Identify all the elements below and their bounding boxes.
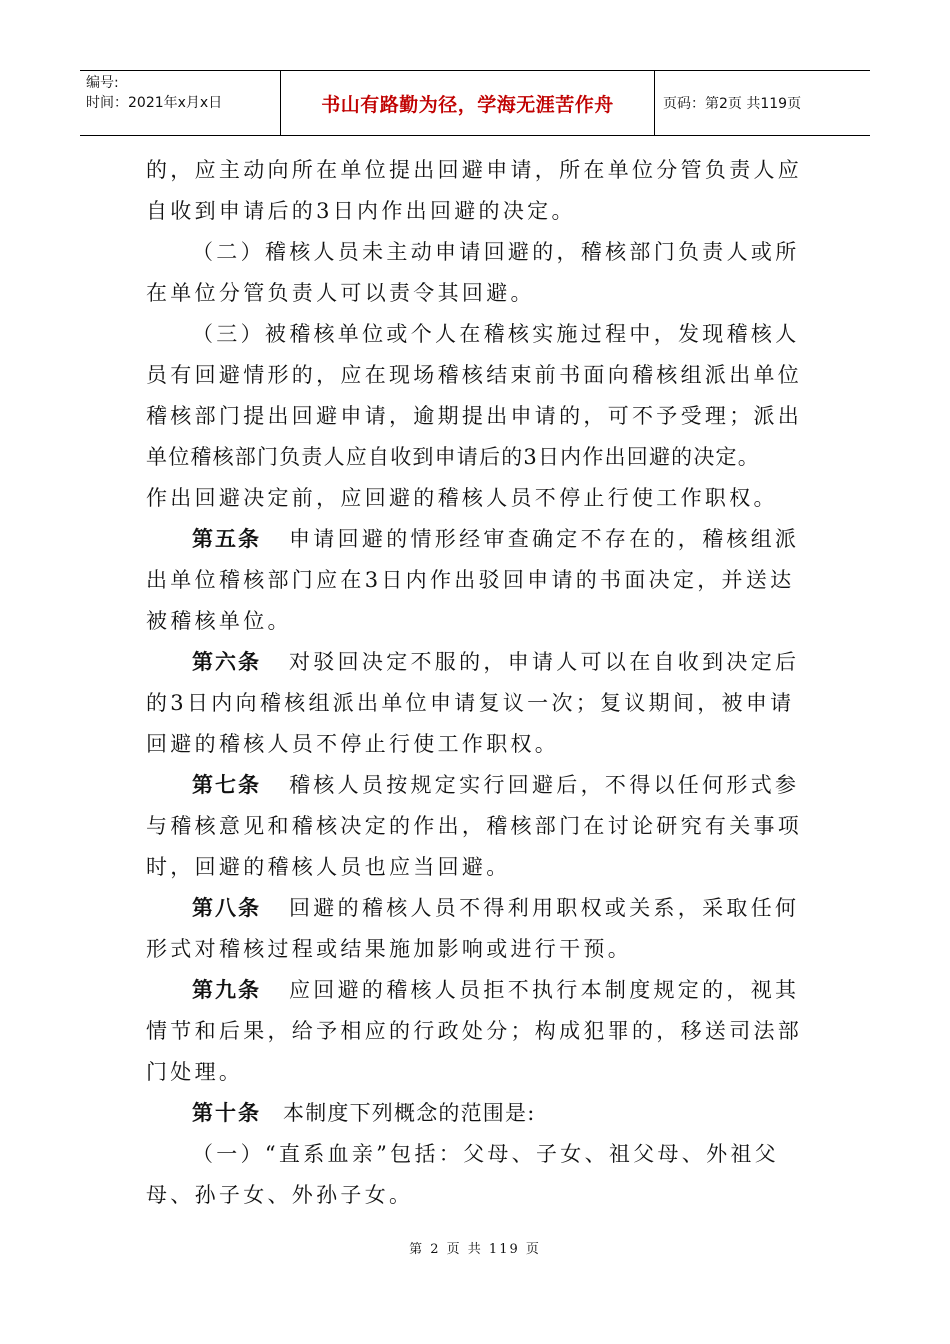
page-footer: 第 2 页 共 119 页 [409, 1242, 541, 1257]
text-line: 门处理。 [146, 1060, 244, 1084]
article-title: 第九条 [192, 978, 261, 1002]
article-5 [146, 519, 810, 560]
text-line: 员有回避情形的，应在现场稽核结束前书面向稽核组派出单位 [146, 363, 803, 387]
document-date: 时间：2021年x月x日 [86, 95, 223, 111]
article-6 [146, 642, 810, 683]
text-line: 形式对稽核过程或结果施加影响或进行干预。 [146, 937, 632, 961]
header-motto-cell [281, 71, 655, 135]
article-8 [146, 888, 810, 929]
header-meta [80, 71, 281, 135]
text-line: 作出回避决定前，应回避的稽核人员不停止行使工作职权。 [146, 486, 778, 510]
article-text: 应回避的稽核人员拒不执行本制度规定的，视其 [289, 978, 800, 1002]
article-10 [146, 1093, 810, 1134]
article-title: 第十条 [192, 1101, 261, 1125]
text-line: 在单位分管负责人可以责令其回避。 [146, 281, 535, 305]
article-text: 本制度下列概念的范围是: [283, 1101, 536, 1125]
text-line: 自收到申请后的3日内作出回避的决定。 [146, 199, 576, 223]
text-line: 单位稽核部门负责人应自收到申请后的3日内作出回避的决定。 [146, 445, 760, 469]
article-text: 对驳回决定不服的，申请人可以在自收到决定后 [289, 650, 800, 674]
text-line: 时，回避的稽核人员也应当回避。 [146, 855, 511, 879]
text-line: （一）“直系血亲”包括：父母、子女、祖父母、外祖父 [192, 1142, 779, 1166]
text-line: （三）被稽核单位或个人在稽核实施过程中，发现稽核人 [192, 322, 800, 346]
document-number-label: 编号: [86, 75, 119, 91]
article-title: 第七条 [192, 773, 261, 797]
article-9 [146, 970, 810, 1011]
article-text: 回避的稽核人员不得利用职权或关系，采取任何 [289, 896, 800, 920]
article-text: 申请回避的情形经审查确定不存在的，稽核组派 [289, 527, 800, 551]
text-line: 回避的稽核人员不停止行使工作职权。 [146, 732, 560, 756]
text-line: 被稽核单位。 [146, 609, 292, 633]
article-title: 第六条 [192, 650, 261, 674]
text-line: 的3日内向稽核组派出单位申请复议一次；复议期间，被申请 [146, 691, 795, 715]
article-title: 第五条 [192, 527, 261, 551]
page-header [80, 70, 870, 136]
text-line: 母、孙子女、外孙子女。 [146, 1183, 414, 1207]
header-page-info: 页码：第2页 共119页 [663, 96, 802, 112]
text-line: 的，应主动向所在单位提出回避申请，所在单位分管负责人应 [146, 158, 803, 182]
text-line: 出单位稽核部门应在3日内作出驳回申请的书面决定，并送达 [146, 568, 795, 592]
text-line: 情节和后果，给予相应的行政处分；构成犯罪的，移送司法部 [146, 1019, 803, 1043]
text-line: （二）稽核人员未主动申请回避的，稽核部门负责人或所 [192, 240, 800, 264]
document-body [146, 150, 810, 1216]
article-title: 第八条 [192, 896, 261, 920]
text-line: 与稽核意见和稽核决定的作出，稽核部门在讨论研究有关事项 [146, 814, 803, 838]
header-motto: 书山有路勤为径，学海无涯苦作舟 [321, 93, 614, 116]
article-text: 稽核人员按规定实行回避后，不得以任何形式参 [289, 773, 800, 797]
text-line: 稽核部门提出回避申请，逾期提出申请的，可不予受理；派出 [146, 404, 803, 428]
article-7 [146, 765, 810, 806]
